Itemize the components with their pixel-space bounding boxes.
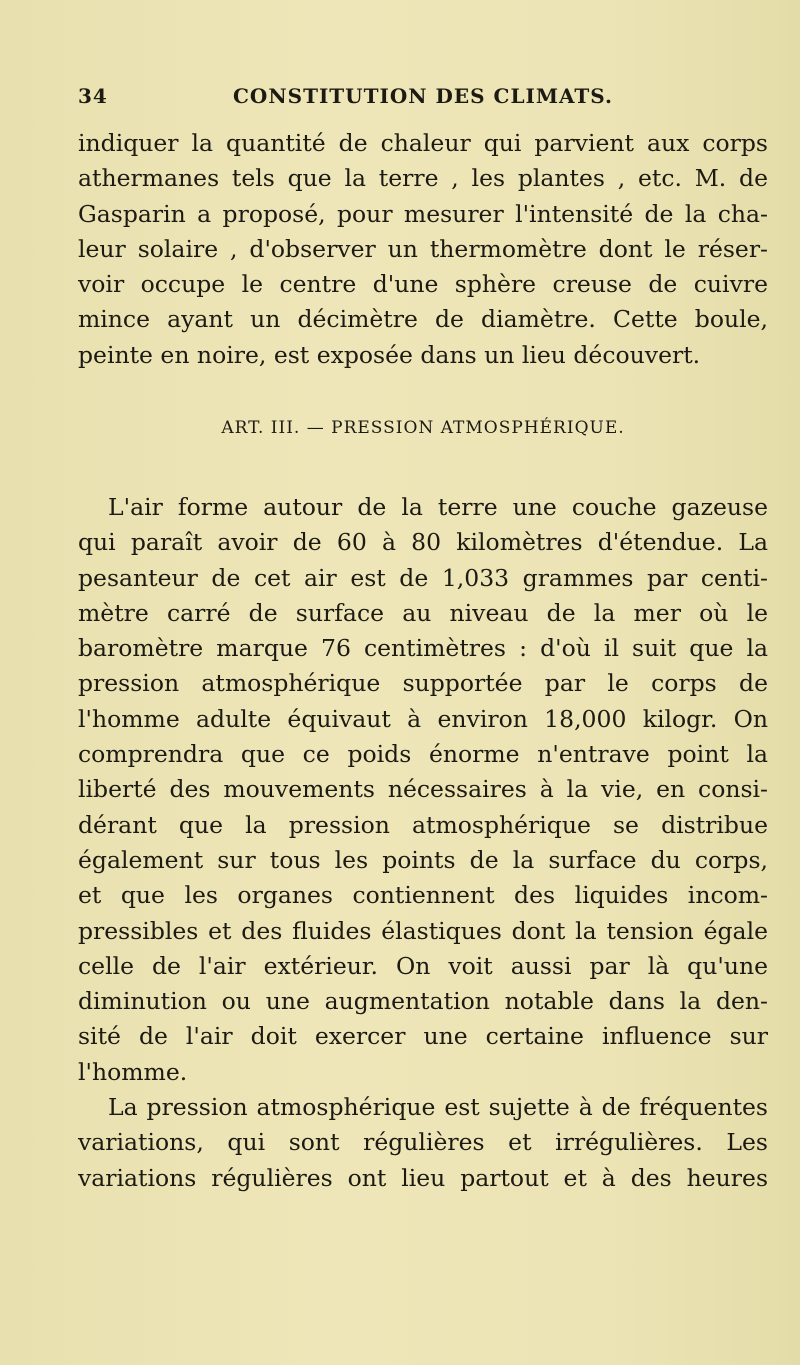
text-line: baromètre marque 76 centimètres : d'où il suit que la: [78, 634, 768, 663]
text-line: pression atmosphérique supportée par le corps de: [78, 669, 768, 698]
text-line: l'homme adulte équivaut à environ 18,000 kilogr. On: [78, 704, 768, 733]
text-line: variations régulières ont lieu partout et à des heures: [78, 1163, 768, 1192]
paragraph-variations: [78, 1090, 768, 1196]
text-line: également sur tous les points de la surface du corps,: [78, 845, 768, 874]
text-line: comprendra que ce poids énorme n'entrave point la: [78, 740, 768, 769]
text-line: et que les organes contiennent des liquides incom-: [78, 881, 768, 910]
paragraph-chaleur-solaire: [78, 126, 768, 373]
text-line: leur solaire , d'observer un thermomètre dont le réser-: [78, 234, 768, 263]
text-line: pressibles et des fluides élastiques dont la tension égale: [78, 916, 768, 945]
running-title: CONSTITUTION DES CLIMATS.: [233, 84, 613, 108]
text-line: athermanes tels que la terre , les plantes , etc. M. de: [78, 164, 768, 193]
text-line: celle de l'air extérieur. On voit aussi par là qu'une: [78, 951, 768, 980]
section-heading: ART. III. — PRESSION ATMOSPHÉRIQUE.: [221, 418, 625, 438]
text-line: voir occupe le centre d'une sphère creuse de cuivre: [78, 270, 768, 299]
text-line: indiquer la quantité de chaleur qui parvient aux corps: [78, 129, 768, 157]
text-line: sité de l'air doit exercer une certaine influence sur: [78, 1022, 768, 1051]
text-line: dérant que la pression atmosphérique se distribue: [78, 810, 768, 839]
text-line: mince ayant un décimètre de diamètre. Cette boule,: [78, 305, 768, 334]
page-header: [78, 84, 768, 114]
text-line: l'homme.: [78, 1057, 188, 1086]
text-line: La pression atmosphérique est sujette à de fréquentes: [108, 1093, 768, 1121]
page-number: 34: [78, 84, 108, 108]
text-line: mètre carré de surface au niveau de la mer où le: [78, 598, 768, 627]
text-line: liberté des mouvements nécessaires à la vie, en consi-: [78, 775, 768, 804]
text-line: pesanteur de cet air est de 1,033 grammes par centi-: [78, 563, 768, 592]
text-line: Gasparin a proposé, pour mesurer l'intensité de la cha-: [78, 199, 768, 228]
text-line: diminution ou une augmentation notable dans la den-: [78, 987, 768, 1016]
text-line: variations, qui sont régulières et irrégulières. Les: [78, 1128, 768, 1157]
text-line: qui paraît avoir de 60 à 80 kilomètres d'étendue. La: [78, 528, 768, 557]
text-line: peinte en noire, est exposée dans un lieu découvert.: [78, 340, 701, 369]
paragraph-pression-atmospherique: [78, 490, 768, 1090]
text-line: L'air forme autour de la terre une couche gazeuse: [108, 493, 768, 521]
